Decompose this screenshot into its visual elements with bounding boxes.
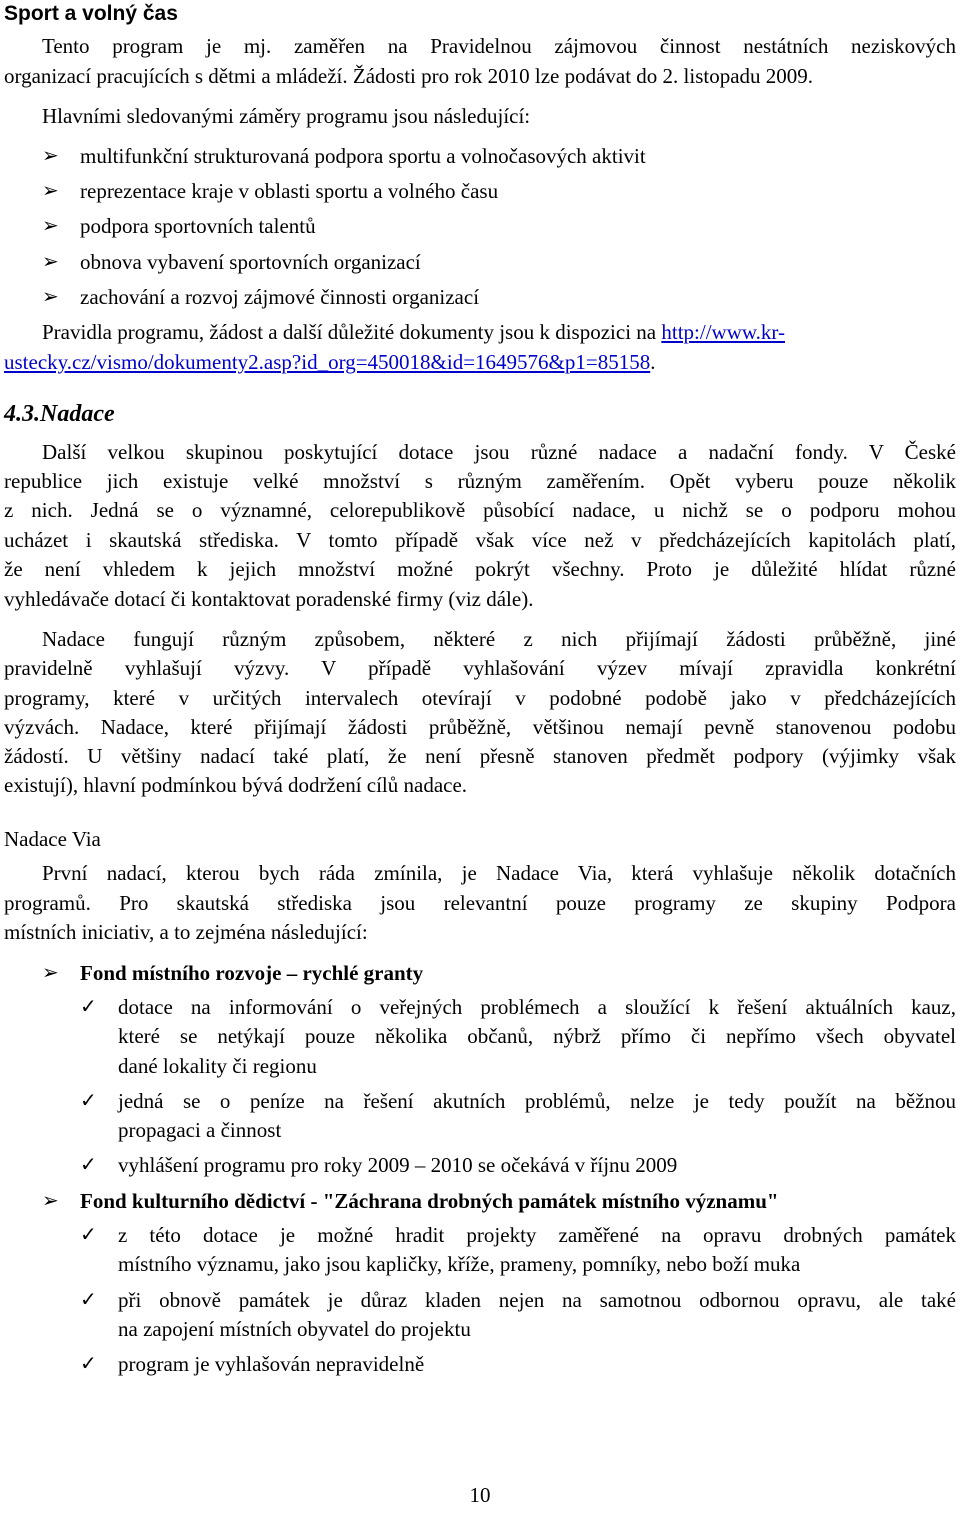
paragraph-line: místních iniciativ, a to zejména následující: (4, 920, 368, 944)
paragraph-line: že není vhledem k jejich množství možné pokrýt všechny. Proto je důležité hlídat různé (4, 557, 956, 581)
check-item-line: jedná se o peníze na řešení akutních problémů, nelze je tedy použít na běžnou (118, 1089, 956, 1113)
check-item-line: z této dotace je možné hradit projekty zaměřené na opravu drobných památek (118, 1223, 956, 1247)
check-item-line: propagaci a činnost (118, 1118, 282, 1142)
section-heading: Sport a volný čas (4, 2, 178, 25)
checkmark-icon: ✓ (80, 1353, 97, 1375)
rules-text: Pravidla programu, žádost a další důležité dokumenty jsou k dispozici na (42, 320, 657, 344)
rules-end: . (650, 350, 656, 374)
check-item-line: dotace na informování o veřejných problémech a sloužící k řešení aktuálních kauz, (118, 995, 956, 1019)
check-item-line: na zapojení místních obyvatel do projektu (118, 1317, 471, 1341)
paragraph-line: existují), hlavní podmínkou bývá dodržení cílů nadace. (4, 773, 468, 797)
list-item: multifunkční strukturovaná podpora sportu a volnočasových aktivit (80, 144, 646, 168)
paragraph-line: programy, které v určitých intervalech otevírají v podobné podobě jako v předcházejících (4, 686, 956, 710)
check-item-line: místního významu, jako jsou kapličky, kříže, prameny, pomníky, nebo boží muka (118, 1252, 801, 1276)
paragraph-line: Nadace fungují různým způsobem, některé z nich přijímají žádosti průběžně, jiné (42, 627, 956, 651)
paragraph-line: Tento program je mj. zaměřen na Pravidelnou zájmovou činnost nestátních neziskových (42, 34, 956, 58)
check-item-line: při obnově památek je důraz kladen nejen na samotnou odbornou opravu, ale také (118, 1288, 956, 1312)
chapter-title: Nadace (40, 401, 115, 427)
fund-title: Fond místního rozvoje – rychlé granty (80, 961, 424, 985)
arrow-bullet-icon: ➢ (42, 180, 59, 202)
aims-lead: Hlavními sledovanými záměry programu jsou následující: (42, 104, 531, 128)
rules-link-part1[interactable]: http://www.kr- (661, 320, 785, 344)
list-item: reprezentace kraje v oblasti sportu a volného času (80, 179, 499, 203)
paragraph-line: První nadací, kterou bych ráda zmínila, je Nadace Via, která vyhlašuje několik dotačních (42, 861, 956, 885)
page-number: 10 (469, 1483, 491, 1507)
chapter-heading (4, 402, 115, 426)
arrow-bullet-icon: ➢ (42, 251, 59, 273)
checkmark-icon: ✓ (80, 1289, 97, 1311)
checkmark-icon: ✓ (80, 1224, 97, 1246)
check-item-line: které se netýkají pouze několika občanů, nýbrž přímo či nepřímo všech obyvatel (118, 1024, 956, 1048)
rules-line (42, 322, 785, 343)
paragraph-line: programů. Pro skautská střediska jsou relevantní pouze programy ze skupiny Podpora (4, 891, 956, 915)
arrow-bullet-icon: ➢ (42, 962, 59, 984)
list-item: zachování a rozvoj zájmové činnosti organizací (80, 285, 480, 309)
list-item: podpora sportovních talentů (80, 214, 316, 238)
subsection-heading: Nadace Via (4, 827, 101, 851)
paragraph-line: žádostí. U většiny nadací také platí, že není přesně stanoven předmět podpory (výjimky však (4, 744, 956, 768)
arrow-bullet-icon: ➢ (42, 286, 59, 308)
paragraph-line: republice jich existuje velké množství s různým zaměřením. Opět vyberu pouze několik (4, 469, 956, 493)
arrow-bullet-icon: ➢ (42, 145, 59, 167)
fund-title: Fond kulturního dědictví - "Záchrana drobných památek místního významu" (80, 1189, 779, 1213)
paragraph-line: vyhledávače dotací či kontaktovat poradenské firmy (viz dále). (4, 587, 534, 611)
paragraph-line: výzvách. Nadace, které přijímají žádosti průběžně, většinou nemají pevně stanovenou podobu (4, 715, 956, 739)
list-item: obnova vybavení sportovních organizací (80, 250, 421, 274)
arrow-bullet-icon: ➢ (42, 215, 59, 237)
checkmark-icon: ✓ (80, 1090, 97, 1112)
check-item-line: dané lokality či regionu (118, 1054, 317, 1078)
paragraph-line: ucházet i skautská střediska. V tomto případě však více než v předcházejících kapitolách platí, (4, 528, 956, 552)
paragraph-line: z nich. Jedná se o významné, celorepublikově působící nadace, u nichž se o podporu mohou (4, 498, 956, 522)
check-item-line: program je vyhlašován nepravidelně (118, 1352, 425, 1376)
paragraph-line: organizací pracujících s dětmi a mládeží. Žádosti pro rok 2010 lze podávat do 2. listopadu 2009. (4, 64, 814, 88)
arrow-bullet-icon: ➢ (42, 1190, 59, 1212)
rules-line-2 (4, 352, 655, 373)
chapter-number: 4.3. (4, 401, 40, 427)
paragraph-line: Další velkou skupinou poskytující dotace jsou různé nadace a nadační fondy. V České (42, 440, 956, 464)
rules-link-part2[interactable]: ustecky.cz/vismo/dokumenty2.asp?id_org=450018&id=1649576&p1=85158 (4, 350, 651, 374)
paragraph-line: pravidelně vyhlašují výzvy. V případě vyhlašování výzev mívají zpravidla konkrétní (4, 656, 956, 680)
checkmark-icon: ✓ (80, 996, 97, 1018)
checkmark-icon: ✓ (80, 1154, 97, 1176)
check-item-line: vyhlášení programu pro roky 2009 – 2010 se očekává v říjnu 2009 (118, 1153, 678, 1177)
